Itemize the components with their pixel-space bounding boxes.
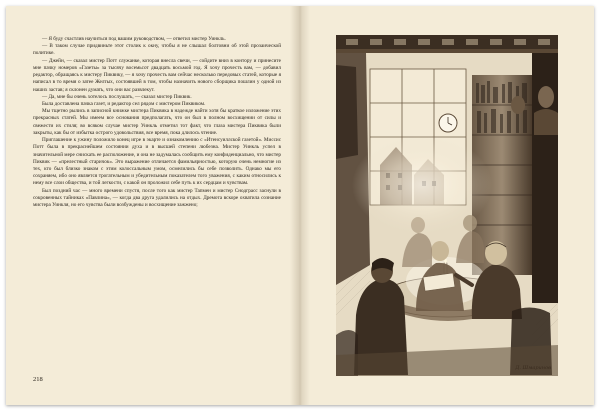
- left-page: [6, 6, 300, 405]
- paragraph: — Я буду счастлив научиться под вашим руководством, — ответил мистер Уинкль.: [42, 36, 226, 42]
- ink-wash-illustration: [336, 35, 558, 376]
- paragraph: — Да, мне бы очень хотелось послушать, — сказал мистер Пиквик.: [42, 93, 192, 100]
- book-spread: [6, 6, 594, 405]
- paragraph: Мы тщетно рылись в записной книжке мистера Пиквика в надежде найти хотя бы краткое изложение этих прекрасных статей. Мы имеем все основания предполагать, что он был в полном восхищении от силы и свежести их стиля; во всяком случае мистер Уинкль отметил тот факт, что глаза мистера Пиквика были закрыты, как бы от избытка острого удовольствия, все время, пока длилось чтение.: [33, 108, 281, 136]
- illustration: [336, 35, 558, 376]
- page-number: 218: [33, 376, 43, 383]
- illustrator-signature: Д. Шмаринов: [515, 365, 551, 371]
- paragraph: — Джейн, — сказал мистер Потт служанке, которая внесла свечи, — сойдите вниз в контору и принесите мне пачку номеров «Газеты» за тысячу восемьсот двадцать восьмой год. Я хочу прочесть вам, — добавил редактор, обращаясь к мистеру Пиквику, — я хочу прочесть вам сейчас несколько передовых статей, которые я написал в то время о затее Желтых, состоявшей в том, чтобы назначить нового сборщика пошлин у одной из наших застав; я склонен думать, что они вас развлекут.: [33, 57, 281, 93]
- paragraph: Приглашение к ужину положило конец игре в экарте и ознакомлению с «Итенсуиллской газетой». Миссис Потт была в прекраснейшем состоянии духа и в высшей степени любезна. Мистер Уинкль успел в значительной мере снискать ее расположение, и она не задумалась сообщить ему конфиденциально, что мистер Пиквик — «прелестный старичок». Это выражение отличается фамильярностью, которую очень немногие из тех, кто был близко знаком с этим колоссальным умом, осмелились бы себе позволить. Однако мы его сохраняем, ибо оно является трогательным и убедительным показателем того уважения, с каким относились к нему все слои общества, и той легкости, с какой он проложил себе путь к их сердцам и чувствам.: [33, 137, 281, 187]
- text-block: [33, 36, 281, 371]
- paragraph: Был поздний час — много времени спустя, после того как мистер Тапмен и мистер Снодграсс заснули в сокровенных тайниках «Павлина», — когда два друга удалились на отдых. Дремота вскоре охватила сознание мистера Уинкля, но его чувства были возбуждены и восхищение зажжено;: [33, 187, 281, 209]
- book-gutter: [290, 6, 310, 405]
- right-page: [300, 6, 594, 405]
- paragraph: Была доставлена пачка газет, и редактор сел рядом с мистером Пиквиком.: [42, 100, 206, 107]
- paragraph: — В таком случае придвиньте этот столик к окну, чтобы я не слышал болтовни об этой прозаической политике.: [33, 43, 281, 57]
